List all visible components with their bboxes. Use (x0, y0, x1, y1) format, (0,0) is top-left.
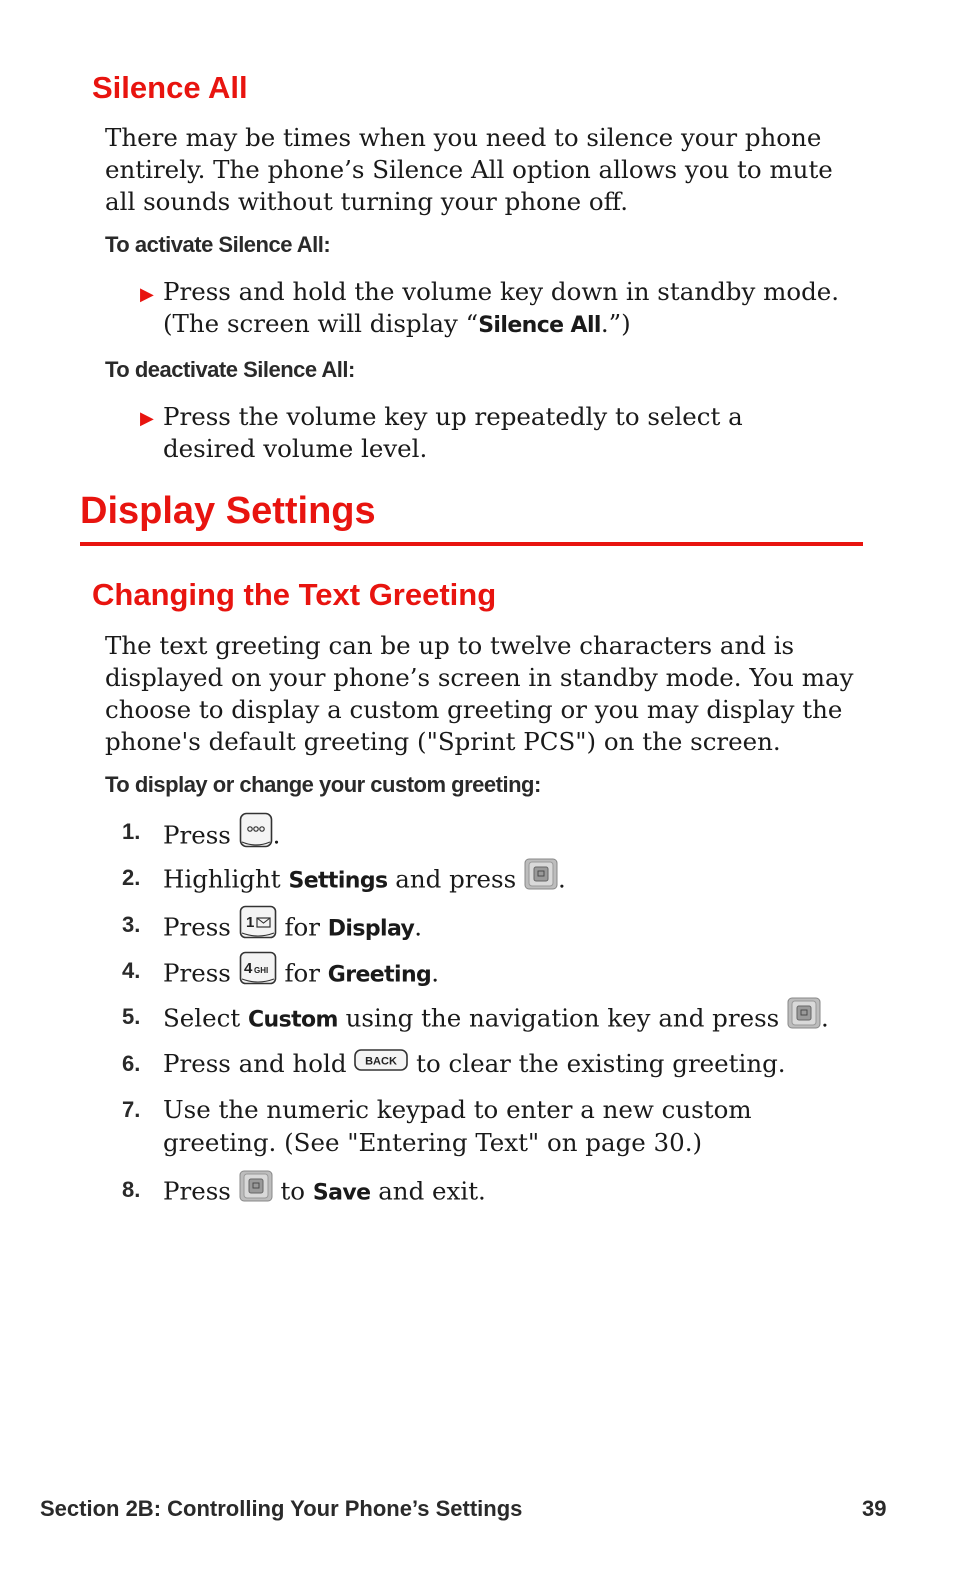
step-number: 3. (122, 912, 141, 937)
section-heading-text-greeting: Changing the Text Greeting (92, 577, 497, 612)
step-text-a: Press (163, 820, 231, 850)
bullet-triangle-icon: ▶ (140, 408, 154, 429)
keyword-settings: Settings (288, 868, 388, 894)
step-text (163, 861, 863, 901)
step-text (163, 1000, 863, 1040)
step-text: Use the numeric keypad to enter a new custom greeting. (See "Entering Text" on page 30.) (163, 1095, 752, 1157)
step-text-a: Press (163, 1176, 231, 1206)
step-number: 8. (122, 1177, 141, 1202)
section-heading-silence-all: Silence All (92, 70, 248, 105)
keyword-display: Display (327, 916, 415, 942)
step-number: 2. (122, 865, 141, 890)
deactivate-label: To deactivate Silence All: (105, 357, 355, 382)
steps-label: To display or change your custom greeting: (105, 772, 541, 797)
step-text (163, 908, 863, 950)
step-text-b: for (284, 958, 320, 988)
activate-line-2 (163, 308, 863, 342)
step-text-c: . (558, 864, 566, 894)
step-text-c: . (821, 1003, 829, 1033)
key-4-label: 4 (243, 960, 252, 977)
keyword-silence-all: Silence All (478, 313, 601, 338)
section-heading-display-settings: Display Settings (80, 490, 376, 532)
page-number: 39 (862, 1496, 887, 1521)
ok-key-icon (787, 997, 821, 1037)
step-text-b: using the navigation key and press (345, 1003, 780, 1033)
back-key-icon (354, 1046, 408, 1079)
keyword-save: Save (312, 1180, 371, 1206)
heading-rule (80, 542, 863, 546)
step-text (163, 954, 863, 996)
activate-text-2b: .”) (600, 309, 631, 338)
activate-text-2a: (The screen will display “ (163, 309, 479, 338)
step-text-c: . (431, 958, 439, 988)
back-key-label: BACK (365, 1055, 398, 1068)
step-number: 5. (122, 1004, 141, 1029)
footer-section-title: Section 2B: Controlling Your Phone’s Settings (40, 1496, 523, 1521)
deactivate-instruction: Press the volume key up repeatedly to select a desired volume level. (163, 402, 743, 463)
step-text-a: Highlight (163, 864, 281, 894)
activate-instruction (163, 276, 863, 342)
keyword-greeting: Greeting (327, 962, 432, 988)
step-text (163, 1173, 863, 1213)
ok-key-icon (239, 1170, 273, 1210)
step-number: 6. (122, 1051, 141, 1076)
step-text-a: Select (163, 1003, 241, 1033)
step-text (163, 815, 863, 859)
menu-key-icon (239, 812, 273, 856)
step-text-b: to clear the existing greeting. (416, 1049, 786, 1078)
step-number: 7. (122, 1097, 141, 1122)
key-1-label: 1 (245, 914, 254, 931)
step-text-b: for (284, 912, 320, 942)
keyword-custom: Custom (247, 1007, 338, 1033)
step-text (163, 1047, 863, 1082)
step-text-a: Press (163, 958, 231, 988)
activate-line-1: Press and hold the volume key down in standby mode. (163, 277, 840, 306)
step-text-c: . (414, 912, 423, 942)
step-text-b: . (272, 820, 281, 850)
key-4-sublabel: GHI (253, 966, 268, 975)
step-text-c: and exit. (378, 1176, 486, 1206)
text-greeting-intro: The text greeting can be up to twelve characters and is displayed on your phone’s screen in standby mode. You may choose to display a custom greeting or you may display the phone's default greeting ("Sprint PCS") on the screen. (105, 631, 854, 756)
step-text-a: Press and hold (163, 1049, 347, 1078)
step-text-b: and press (395, 864, 517, 894)
step-number: 4. (122, 958, 141, 983)
key-4-icon (239, 951, 277, 993)
step-text-a: Press (163, 912, 231, 942)
ok-key-icon (524, 858, 558, 898)
bullet-triangle-icon: ▶ (140, 284, 154, 305)
step-number: 1. (122, 819, 141, 844)
silence-all-intro: There may be times when you need to silence your phone entirely. The phone’s Silence All option allows you to mute all sounds without turning your phone off. (105, 123, 833, 216)
key-1-icon (239, 905, 277, 947)
step-text-b: to (280, 1176, 306, 1206)
activate-label: To activate Silence All: (105, 232, 331, 257)
